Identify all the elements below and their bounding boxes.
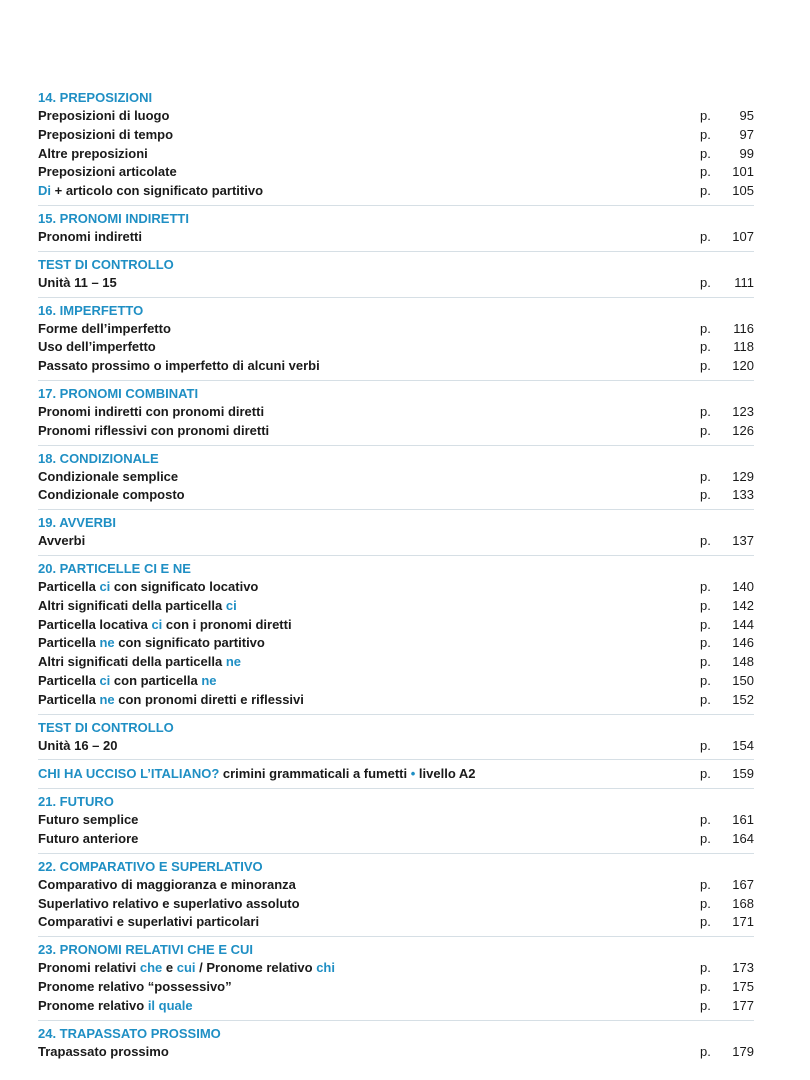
page-prefix: p.: [700, 358, 711, 374]
toc-entry[interactable]: [38, 597, 754, 616]
page-number: 120: [732, 358, 754, 374]
page-number: 101: [732, 164, 754, 180]
toc-entry[interactable]: [38, 830, 754, 853]
toc-entry[interactable]: [38, 997, 754, 1020]
title-text: Altri significati della particella: [38, 597, 226, 613]
page-number: 168: [732, 895, 754, 911]
title-text: Condizionale semplice: [38, 468, 179, 484]
toc-section: [38, 380, 754, 445]
title-text: Comparativo di maggioranza e minoranza: [38, 876, 296, 892]
toc-entry[interactable]: [38, 338, 754, 357]
entry-title: [38, 913, 700, 932]
entry-title: [38, 126, 700, 145]
title-text: Pronomi riflessivi con pronomi diretti: [38, 422, 270, 438]
toc-entry[interactable]: [38, 532, 754, 555]
highlighted-term: ci: [151, 616, 163, 632]
highlighted-term: ci: [99, 578, 111, 594]
page-number: 99: [739, 145, 754, 161]
section-heading: 22. COMPARATIVO E SUPERLATIVO: [38, 858, 263, 874]
page-prefix: p.: [700, 578, 711, 594]
page-number: 177: [732, 997, 754, 1013]
highlighted-term: ne: [225, 654, 242, 670]
page-prefix: p.: [700, 487, 711, 503]
title-text: Preposizioni articolate: [38, 164, 177, 180]
page-number: 179: [732, 1043, 754, 1059]
page-number: 123: [732, 403, 754, 419]
title-text: Condizionale composto: [38, 487, 185, 503]
page-number: 161: [732, 812, 754, 828]
entry-title: [38, 578, 700, 597]
title-text: Preposizioni di luogo: [38, 108, 170, 123]
title-text: con significato partitivo: [114, 635, 265, 651]
title-text: Futuro anteriore: [38, 830, 139, 846]
toc-entry[interactable]: [38, 760, 754, 788]
highlighted-term: chi: [316, 960, 335, 976]
section-heading: 17. PRONOMI COMBINATI: [38, 385, 199, 401]
title-text: Altri significati della particella: [38, 654, 226, 670]
title-text: Altre preposizioni: [38, 145, 148, 161]
toc-entry[interactable]: [38, 691, 754, 714]
toc-entry[interactable]: [38, 107, 754, 126]
toc-entry[interactable]: [38, 737, 754, 760]
entry-title: [38, 616, 700, 635]
page-prefix: p.: [700, 737, 711, 753]
page-number: 126: [732, 422, 754, 438]
highlighted-term: che: [139, 960, 163, 976]
title-text: Particella: [38, 635, 100, 651]
title-text: Pronomi indiretti con pronomi diretti: [38, 403, 265, 419]
toc-entry[interactable]: [38, 876, 754, 895]
page-number: 137: [732, 533, 754, 549]
toc-entry[interactable]: [38, 274, 754, 297]
page-number: 140: [732, 578, 754, 594]
page-prefix: p.: [700, 812, 711, 828]
page-prefix: p.: [700, 274, 711, 290]
entry-title: [38, 468, 700, 487]
entry-title: [38, 978, 700, 997]
entry-title: [38, 830, 700, 849]
page-prefix: p.: [700, 978, 711, 994]
section-heading: 16. IMPERFETTO: [38, 302, 144, 318]
page-number: 133: [732, 487, 754, 503]
entry-title: [38, 422, 700, 441]
toc-entry[interactable]: [38, 182, 754, 205]
title-text: Pronome relativo: [38, 997, 148, 1013]
page-prefix: p.: [700, 1043, 711, 1059]
toc-section: [38, 853, 754, 936]
title-text: con significato locativo: [110, 578, 259, 594]
toc-entry[interactable]: [38, 145, 754, 164]
title-text: Pronomi relativi: [38, 960, 140, 976]
title-text: Comparativi e superlativi particolari: [38, 914, 260, 930]
entry-title: [38, 997, 700, 1016]
page-number: 129: [732, 468, 754, 484]
page-number: 175: [732, 978, 754, 994]
highlighted-term: ne: [99, 691, 115, 707]
page-prefix: p.: [700, 533, 711, 549]
toc-section: [38, 555, 754, 714]
page-number: 144: [732, 616, 754, 632]
highlighted-term: CHI HA UCCISO L’ITALIANO?: [38, 766, 220, 782]
entry-title: [38, 653, 700, 672]
toc-section: [38, 445, 754, 510]
page-number: 105: [732, 183, 754, 199]
page-prefix: p.: [700, 126, 711, 142]
section-heading: 24. TRAPASSATO PROSSIMO: [38, 1025, 221, 1041]
entry-title: [38, 811, 700, 830]
page-prefix: p.: [700, 164, 711, 180]
toc-section: [38, 759, 754, 788]
highlighted-term: cui: [176, 960, 196, 976]
toc-section: [38, 936, 754, 1019]
entry-title: [38, 338, 700, 357]
title-text: Pronome relativo “possessivo”: [38, 978, 232, 994]
toc-entry[interactable]: [38, 913, 754, 936]
section-heading: 21. FUTURO: [38, 794, 114, 810]
section-heading: 15. PRONOMI INDIRETTI: [38, 210, 189, 226]
page-prefix: p.: [700, 145, 711, 161]
entry-title: [38, 107, 700, 126]
section-heading: 14. PREPOSIZIONI: [38, 90, 153, 105]
page-number: 164: [732, 830, 754, 846]
page-prefix: p.: [700, 914, 711, 930]
entry-title: [38, 737, 700, 756]
page-prefix: p.: [700, 691, 711, 707]
highlighted-term: il quale: [147, 997, 193, 1013]
toc-entry[interactable]: [38, 978, 754, 997]
title-text: Unità 16 – 20: [38, 737, 118, 753]
entry-title: [38, 765, 700, 784]
page-number: 146: [732, 635, 754, 651]
toc-section: [38, 251, 754, 297]
page-prefix: p.: [700, 108, 711, 123]
entry-title: [38, 403, 700, 422]
title-text: + articolo con significato partitivo: [51, 183, 264, 199]
highlighted-term: ne: [201, 672, 217, 688]
page-prefix: p.: [700, 183, 711, 199]
page-prefix: p.: [700, 597, 711, 613]
page-number: 154: [732, 737, 754, 753]
entry-title: [38, 274, 700, 293]
entry-title: [38, 876, 700, 895]
page-prefix: p.: [700, 766, 711, 782]
entry-title: [38, 1043, 700, 1062]
toc-entry[interactable]: [38, 403, 754, 422]
entry-title: [38, 163, 700, 182]
toc-section: [38, 89, 754, 205]
section-heading: TEST DI CONTROLLO: [38, 256, 174, 272]
title-text: Particella: [38, 691, 100, 707]
entry-title: [38, 672, 700, 691]
toc-section: [38, 714, 754, 760]
page-number: 159: [732, 766, 754, 782]
toc-entry[interactable]: [38, 320, 754, 339]
title-text: Particella locativa: [38, 616, 152, 632]
toc-section: [38, 1020, 754, 1066]
page-prefix: p.: [700, 830, 711, 846]
page-number: 95: [739, 108, 754, 123]
highlighted-term: ci: [99, 672, 111, 688]
toc-entry[interactable]: [38, 228, 754, 251]
page-number: 152: [732, 691, 754, 707]
toc-entry[interactable]: [38, 1043, 754, 1066]
toc-section: [38, 788, 754, 853]
title-text: e: [162, 960, 177, 976]
page-number: 171: [732, 914, 754, 930]
entry-title: [38, 597, 700, 616]
toc-entry[interactable]: [38, 653, 754, 672]
entry-title: [38, 145, 700, 164]
title-text: Unità 11 – 15: [38, 274, 117, 290]
page-prefix: p.: [700, 403, 711, 419]
section-heading: 19. AVVERBI: [38, 515, 117, 531]
page-prefix: p.: [700, 997, 711, 1013]
title-text: Preposizioni di tempo: [38, 126, 174, 142]
entry-title: [38, 486, 700, 505]
title-text: Futuro semplice: [38, 812, 139, 828]
page-prefix: p.: [700, 635, 711, 651]
toc-entry[interactable]: [38, 672, 754, 691]
highlighted-term: ci: [225, 597, 237, 613]
title-text: con i pronomi diretti: [162, 616, 292, 632]
page-number: 148: [732, 654, 754, 670]
page-number: 167: [732, 876, 754, 892]
toc-section: [38, 297, 754, 380]
page-prefix: p.: [700, 654, 711, 670]
title-text: Pronomi indiretti: [38, 228, 142, 244]
toc-entry[interactable]: [38, 959, 754, 978]
page-number: 107: [732, 228, 754, 244]
page-prefix: p.: [700, 320, 711, 336]
toc-entry[interactable]: [38, 357, 754, 380]
title-text: con particella: [110, 672, 202, 688]
entry-title: [38, 691, 700, 710]
page-number: 97: [739, 126, 754, 142]
page-prefix: p.: [700, 616, 711, 632]
highlighted-term: Di: [38, 183, 51, 199]
entry-title: [38, 959, 700, 978]
page-prefix: p.: [700, 422, 711, 438]
entry-title: [38, 895, 700, 914]
page-prefix: p.: [700, 876, 711, 892]
page-prefix: p.: [700, 895, 711, 911]
title-text: / Pronome relativo: [195, 960, 317, 976]
page-prefix: p.: [700, 672, 711, 688]
title-text: Superlativo relativo e superlativo assoluto: [38, 895, 300, 911]
title-text: Particella: [38, 672, 100, 688]
toc-section: [38, 205, 754, 251]
entry-title: [38, 357, 700, 376]
title-text: Passato prossimo o imperfetto di alcuni verbi: [38, 358, 320, 374]
highlighted-term: •: [410, 766, 416, 782]
entry-title: [38, 320, 700, 339]
page-number: 142: [732, 597, 754, 613]
entry-title: [38, 182, 700, 201]
entry-title: [38, 532, 700, 551]
title-text: con pronomi diretti e riflessivi: [114, 691, 304, 707]
title-text: livello A2: [415, 766, 476, 782]
title-text: Particella: [38, 578, 100, 594]
toc-entry[interactable]: [38, 634, 754, 653]
table-of-contents: [38, 89, 754, 1065]
page-number: 173: [732, 960, 754, 976]
page-prefix: p.: [700, 960, 711, 976]
section-heading: 20. PARTICELLE CI E NE: [38, 560, 191, 576]
toc-entry[interactable]: [38, 616, 754, 635]
page-prefix: p.: [700, 228, 711, 244]
entry-title: [38, 634, 700, 653]
toc-entry[interactable]: [38, 468, 754, 487]
section-heading: 23. PRONOMI RELATIVI CHE E CUI: [38, 942, 254, 958]
highlighted-term: ne: [99, 635, 115, 651]
toc-entry[interactable]: [38, 422, 754, 445]
page-number: 118: [733, 339, 754, 355]
title-text: Avverbi: [38, 533, 86, 549]
page-prefix: p.: [700, 468, 711, 484]
entry-title: [38, 228, 700, 247]
title-text: Forme dell’imperfetto: [38, 320, 171, 336]
section-heading: 18. CONDIZIONALE: [38, 450, 159, 466]
toc-entry[interactable]: [38, 811, 754, 830]
title-text: crimini grammaticali a fumetti: [219, 766, 411, 782]
toc-entry[interactable]: [38, 163, 754, 182]
toc-entry[interactable]: [38, 895, 754, 914]
toc-entry[interactable]: [38, 486, 754, 509]
toc-entry[interactable]: [38, 126, 754, 145]
page-number: 111: [734, 274, 754, 290]
page-number: 150: [732, 672, 754, 688]
title-text: Uso dell’imperfetto: [38, 339, 156, 355]
page-number: 116: [733, 320, 754, 336]
page-prefix: p.: [700, 339, 711, 355]
section-heading: TEST DI CONTROLLO: [38, 719, 174, 735]
toc-entry[interactable]: [38, 578, 754, 597]
toc-section: [38, 509, 754, 555]
title-text: Trapassato prossimo: [38, 1043, 169, 1059]
